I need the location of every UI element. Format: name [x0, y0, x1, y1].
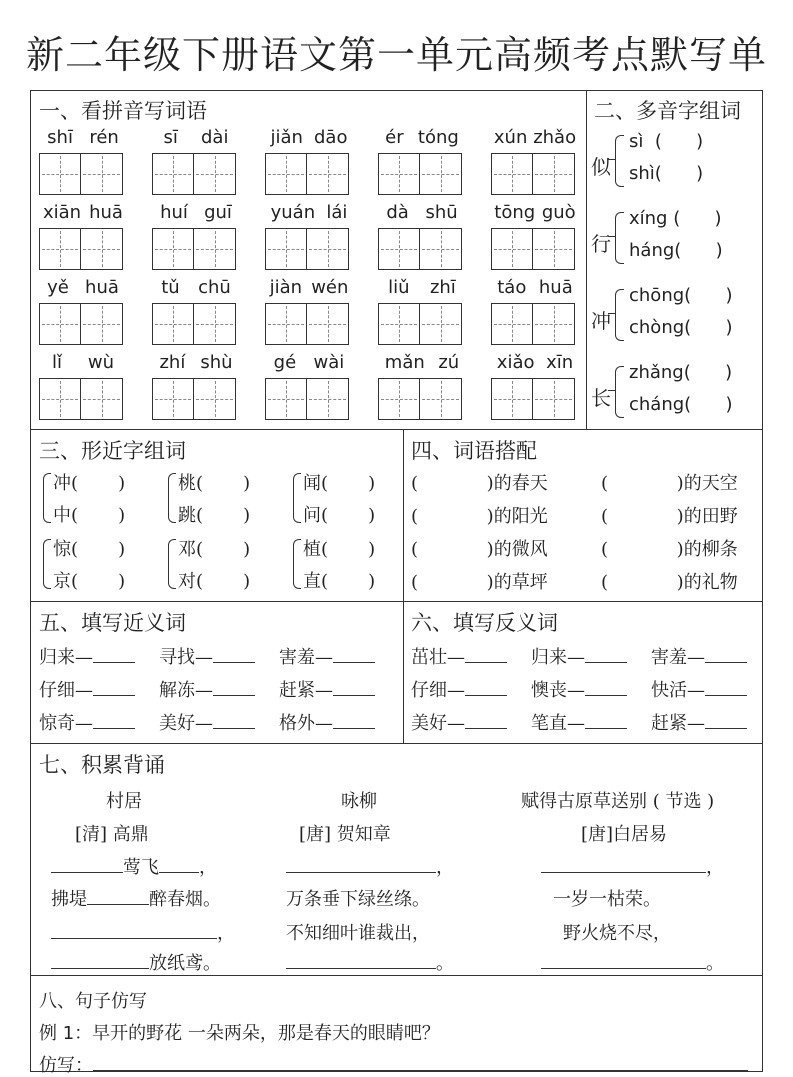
polyphone-item [591, 210, 756, 270]
writing-cell[interactable] [152, 228, 194, 270]
word-label: 格外— [279, 713, 333, 734]
writing-cell[interactable] [491, 303, 533, 345]
synonym-item[interactable] [159, 709, 255, 735]
section-heading: 七、积累背诵 [39, 753, 165, 777]
collocation-item[interactable]: ( )的微风 [411, 539, 548, 560]
brace [293, 473, 301, 523]
antonym-item[interactable] [531, 709, 627, 735]
pinyin-syllable: huā [89, 202, 123, 223]
pinyin-syllable: shī [47, 127, 73, 148]
answer-blank[interactable] [585, 662, 627, 663]
pinyin-syllable: lái [326, 202, 348, 223]
divider [31, 975, 762, 976]
antonym-item[interactable] [531, 676, 627, 702]
writing-cell[interactable] [81, 303, 123, 345]
pinyin-syllable: huí [160, 202, 188, 223]
pinyin-syllable: chū [198, 277, 231, 298]
synonym-item[interactable] [159, 676, 255, 702]
writing-cells [265, 153, 349, 195]
synonym-item[interactable] [279, 676, 375, 702]
writing-cells [39, 378, 123, 420]
writing-cell[interactable] [194, 228, 236, 270]
answer-blank[interactable] [213, 728, 255, 729]
pinyin-syllable: guò [541, 202, 576, 223]
poem-line: 拂堤 醉春烟。 [51, 889, 221, 910]
similar-char-pair [43, 535, 161, 595]
pinyin [152, 352, 240, 373]
pinyin [491, 202, 579, 223]
pinyin-syllable: jiàn [269, 277, 303, 298]
divider [586, 91, 587, 429]
writing-cell[interactable] [81, 378, 123, 420]
synonym-item[interactable] [39, 643, 135, 669]
writing-cell[interactable] [307, 378, 349, 420]
writing-cell[interactable] [420, 228, 462, 270]
polyphone-char: 长 [591, 386, 611, 410]
pinyin-syllable: gé [273, 352, 297, 373]
answer-blank[interactable] [705, 728, 747, 729]
collocation-item[interactable]: ( )的春天 [411, 473, 548, 494]
polyphone-char: 冲 [591, 309, 611, 333]
similar-char-1[interactable]: 闻( ) [303, 473, 376, 494]
worksheet [30, 90, 763, 1076]
word-label: 归来— [531, 647, 585, 668]
pinyin-syllable: wén [311, 277, 349, 298]
polyphone-item [591, 364, 756, 424]
pinyin [152, 202, 240, 223]
pinyin-syllable: dà [386, 202, 409, 223]
poem-title: 村居 [106, 791, 142, 812]
pinyin [265, 352, 353, 373]
writing-cell[interactable] [152, 378, 194, 420]
poem-author: [清] 高鼎 [75, 824, 149, 845]
word-label: 归来— [39, 647, 93, 668]
section-heading: 八、句子仿写 [39, 991, 147, 1012]
writing-cell[interactable] [152, 303, 194, 345]
similar-char-1[interactable]: 冲( ) [53, 473, 126, 494]
poem-line: 放纸鸢。 [51, 949, 221, 975]
imitate-line: 仿写： [39, 1051, 748, 1077]
collocation-item[interactable]: ( )的天空 [601, 473, 738, 494]
answer-blank[interactable] [333, 728, 375, 729]
word-label: 赶紧— [279, 680, 333, 701]
word-label: 仔细— [411, 680, 465, 701]
writing-cell[interactable] [533, 378, 575, 420]
brace [615, 289, 624, 341]
synonym-item[interactable] [39, 676, 135, 702]
similar-char-2[interactable]: 京( ) [53, 571, 126, 592]
poem-line: 不知细叶谁裁出， [286, 923, 430, 944]
writing-cells [378, 378, 462, 420]
word-label: 笔直— [531, 713, 585, 734]
writing-cells [152, 303, 236, 345]
writing-cells [265, 378, 349, 420]
pinyin-syllable: tóng [417, 127, 459, 148]
writing-cell[interactable] [420, 378, 462, 420]
pinyin-syllable: zú [438, 352, 460, 373]
poem-author: [唐]白居易 [581, 824, 668, 845]
similar-char-1[interactable]: 邓( ) [178, 539, 251, 560]
pinyin [491, 127, 579, 148]
word-label: 寻找— [159, 647, 213, 668]
word-label: 惊奇— [39, 713, 93, 734]
writing-cells [152, 153, 236, 195]
brace [615, 135, 624, 187]
pinyin-syllable: sī [163, 127, 178, 148]
pinyin [378, 352, 466, 373]
poem-line: 。 [541, 949, 724, 975]
similar-char-pair [168, 469, 286, 529]
writing-cell[interactable] [378, 303, 420, 345]
section-heading: 六、填写反义词 [411, 611, 558, 635]
pinyin-syllable: xiān [43, 202, 82, 223]
pinyin-syllable: ér [385, 127, 404, 148]
pinyin-syllable: zhī [429, 277, 456, 298]
pinyin-syllable: lǐ [51, 352, 62, 373]
pinyin-syllable: guī [204, 202, 232, 223]
pinyin [265, 277, 353, 298]
divider [403, 601, 404, 743]
pinyin-syllable: yuán [270, 202, 316, 223]
poem-line: 万条垂下绿丝绦。 [286, 889, 430, 910]
brace [615, 212, 624, 264]
antonym-item[interactable] [651, 643, 747, 669]
pinyin-syllable: wài [313, 352, 345, 373]
pinyin [378, 127, 466, 148]
section-heading: 四、词语搭配 [411, 439, 537, 463]
writing-cells [152, 378, 236, 420]
pinyin [378, 202, 466, 223]
pinyin [265, 202, 353, 223]
writing-cell[interactable] [152, 153, 194, 195]
poem-line: ， [541, 853, 724, 879]
answer-blank[interactable] [585, 728, 627, 729]
poem-line: 。 [286, 949, 454, 975]
writing-cell[interactable] [307, 228, 349, 270]
pinyin-syllable: xīn [546, 352, 574, 373]
pinyin [39, 277, 127, 298]
poem-title: 咏柳 [341, 791, 377, 812]
poem-line: 野火烧不尽， [563, 923, 671, 944]
section-heading: 五、填写近义词 [39, 611, 186, 635]
poem-line: 莺飞 ， [51, 853, 217, 879]
polyphone-char: 行 [591, 232, 611, 256]
writing-cells [378, 303, 462, 345]
writing-cell[interactable] [533, 153, 575, 195]
word-label: 快活— [651, 680, 705, 701]
poem-line: ， [286, 853, 454, 879]
pinyin-syllable: jiǎn [270, 127, 303, 148]
answer-blank[interactable] [585, 695, 627, 696]
poem-author: [唐] 贺知章 [299, 824, 391, 845]
reading-2[interactable]: cháng( ) [629, 394, 733, 415]
writing-cell[interactable] [491, 228, 533, 270]
answer-blank[interactable] [213, 695, 255, 696]
reading-1[interactable]: chōng( ) [629, 285, 733, 306]
pinyin [491, 352, 579, 373]
collocation-item[interactable]: ( )的田野 [601, 506, 738, 527]
pinyin [152, 277, 240, 298]
pinyin-syllable: shū [425, 202, 458, 223]
writing-cell[interactable] [39, 303, 81, 345]
similar-char-1[interactable]: 惊( ) [53, 539, 126, 560]
word-label: 害羞— [279, 647, 333, 668]
writing-cells [378, 228, 462, 270]
pinyin-syllable: huā [85, 277, 119, 298]
reading-2[interactable]: háng( ) [629, 240, 723, 261]
reading-1[interactable]: zhǎng( ) [629, 362, 733, 383]
writing-cell[interactable] [491, 153, 533, 195]
similar-char-2[interactable]: 中( ) [53, 505, 126, 526]
section-heading: 三、形近字组词 [39, 439, 186, 463]
antonym-item[interactable] [411, 709, 507, 735]
writing-cell[interactable] [307, 303, 349, 345]
section-heading: 二、多音字组词 [594, 99, 741, 123]
synonym-item[interactable] [39, 709, 135, 735]
writing-cell[interactable] [378, 378, 420, 420]
pinyin-syllable: dāo [314, 127, 348, 148]
pinyin [39, 127, 127, 148]
word-label: 美好— [411, 713, 465, 734]
pinyin-syllable: huā [538, 277, 573, 298]
collocation-item[interactable]: ( )的柳条 [601, 539, 738, 560]
similar-char-pair [293, 469, 411, 529]
pinyin-syllable: rén [89, 127, 119, 148]
brace [43, 539, 51, 589]
writing-cells [491, 303, 575, 345]
writing-cells [491, 153, 575, 195]
writing-cell[interactable] [420, 303, 462, 345]
writing-cell[interactable] [39, 378, 81, 420]
writing-cell[interactable] [194, 153, 236, 195]
answer-blank[interactable] [465, 695, 507, 696]
writing-cells [491, 228, 575, 270]
pinyin-syllable: xiǎo [496, 352, 535, 373]
pinyin-syllable: liǔ [388, 277, 410, 298]
answer-blank[interactable] [333, 662, 375, 663]
pinyin-syllable: shù [200, 352, 233, 373]
antonym-item[interactable] [651, 676, 747, 702]
answer-blank[interactable] [465, 662, 507, 663]
polyphone-char: 似 [591, 155, 611, 179]
similar-char-2[interactable]: 对( ) [178, 571, 251, 592]
similar-char-1[interactable]: 植( ) [303, 539, 376, 560]
pinyin [378, 277, 466, 298]
synonym-item[interactable] [279, 643, 375, 669]
similar-char-2[interactable]: 跳( ) [178, 505, 251, 526]
polyphone-item [591, 133, 756, 193]
antonym-item[interactable] [531, 643, 627, 669]
writing-cells [378, 153, 462, 195]
pinyin-syllable: tǔ [161, 277, 180, 298]
collocation-item[interactable]: ( )的阳光 [411, 506, 548, 527]
reading-2[interactable]: chòng( ) [629, 317, 733, 338]
pinyin-syllable: zhí [159, 352, 186, 373]
writing-cell[interactable] [420, 153, 462, 195]
antonym-item[interactable] [411, 676, 507, 702]
reading-2[interactable]: shì( ) [629, 163, 704, 184]
similar-char-1[interactable]: 桃( ) [178, 473, 251, 494]
similar-char-pair [293, 535, 411, 595]
pinyin [39, 202, 127, 223]
writing-cell[interactable] [265, 228, 307, 270]
poem-line: 一岁一枯荣。 [553, 889, 661, 910]
collocation-item[interactable]: ( )的礼物 [601, 572, 738, 593]
writing-cell[interactable] [265, 303, 307, 345]
section-heading: 一、看拼音写词语 [39, 99, 207, 123]
answer-blank[interactable] [93, 728, 135, 729]
brace [168, 539, 176, 589]
page-title: 新二年级下册语文第一单元高频考点默写单 [25, 33, 767, 77]
word-label: 害羞— [651, 647, 705, 668]
poem-line: ， [51, 919, 235, 945]
antonym-item[interactable] [411, 643, 507, 669]
writing-cell[interactable] [378, 228, 420, 270]
brace [43, 473, 51, 523]
pinyin-syllable: zhǎo [533, 127, 577, 148]
pinyin-syllable: mǎn [384, 352, 425, 373]
answer-blank[interactable] [465, 728, 507, 729]
writing-cells [265, 303, 349, 345]
word-label: 懊丧— [531, 680, 585, 701]
similar-char-2[interactable]: 直( ) [303, 571, 376, 592]
divider [31, 743, 762, 744]
pinyin [152, 127, 240, 148]
word-label: 美好— [159, 713, 213, 734]
pinyin [265, 127, 353, 148]
writing-cell[interactable] [39, 228, 81, 270]
writing-cells [265, 228, 349, 270]
writing-cells [491, 378, 575, 420]
writing-cell[interactable] [265, 378, 307, 420]
synonym-item[interactable] [279, 709, 375, 735]
writing-cell[interactable] [491, 378, 533, 420]
answer-blank[interactable] [213, 662, 255, 663]
writing-cell[interactable] [307, 153, 349, 195]
reading-1[interactable]: sì ( ) [629, 131, 704, 152]
word-label: 赶紧— [651, 713, 705, 734]
writing-cells [39, 303, 123, 345]
collocation-item[interactable]: ( )的草坪 [411, 572, 548, 593]
example-sentence: 例 1：早开的野花 一朵两朵，那是春天的眼睛吧？ [39, 1023, 440, 1044]
pinyin [39, 352, 127, 373]
pinyin-syllable: wù [87, 352, 115, 373]
writing-cells [152, 228, 236, 270]
pinyin-syllable: táo [497, 277, 527, 298]
writing-cells [39, 153, 123, 195]
pinyin [491, 277, 579, 298]
word-label: 解冻— [159, 680, 213, 701]
pinyin-syllable: yě [47, 277, 69, 298]
pinyin-syllable: xún [493, 127, 528, 148]
brace [293, 539, 301, 589]
answer-blank[interactable] [333, 695, 375, 696]
writing-cell[interactable] [39, 153, 81, 195]
answer-blank[interactable] [705, 695, 747, 696]
poem-title: 赋得古原草送别 ( 节选 ) [521, 791, 715, 812]
writing-cell[interactable] [265, 153, 307, 195]
answer-blank[interactable] [93, 695, 135, 696]
writing-cell[interactable] [81, 153, 123, 195]
answer-blank[interactable] [705, 662, 747, 663]
brace [615, 366, 624, 418]
antonym-item[interactable] [651, 709, 747, 735]
similar-char-pair [168, 535, 286, 595]
writing-cell[interactable] [194, 378, 236, 420]
similar-char-2[interactable]: 问( ) [303, 505, 376, 526]
brace [168, 473, 176, 523]
synonym-item[interactable] [159, 643, 255, 669]
divider [31, 429, 762, 430]
writing-cell[interactable] [81, 228, 123, 270]
similar-char-pair [43, 469, 161, 529]
writing-cell[interactable] [533, 303, 575, 345]
writing-cell[interactable] [378, 153, 420, 195]
word-label: 茁壮— [411, 647, 465, 668]
reading-1[interactable]: xíng ( ) [629, 208, 722, 229]
divider [31, 601, 762, 602]
writing-cell[interactable] [194, 303, 236, 345]
pinyin-syllable: tōng [494, 202, 536, 223]
polyphone-item [591, 287, 756, 347]
writing-cells [39, 228, 123, 270]
pinyin-syllable: dài [200, 127, 229, 148]
writing-cell[interactable] [533, 228, 575, 270]
word-label: 仔细— [39, 680, 93, 701]
answer-blank[interactable] [93, 662, 135, 663]
